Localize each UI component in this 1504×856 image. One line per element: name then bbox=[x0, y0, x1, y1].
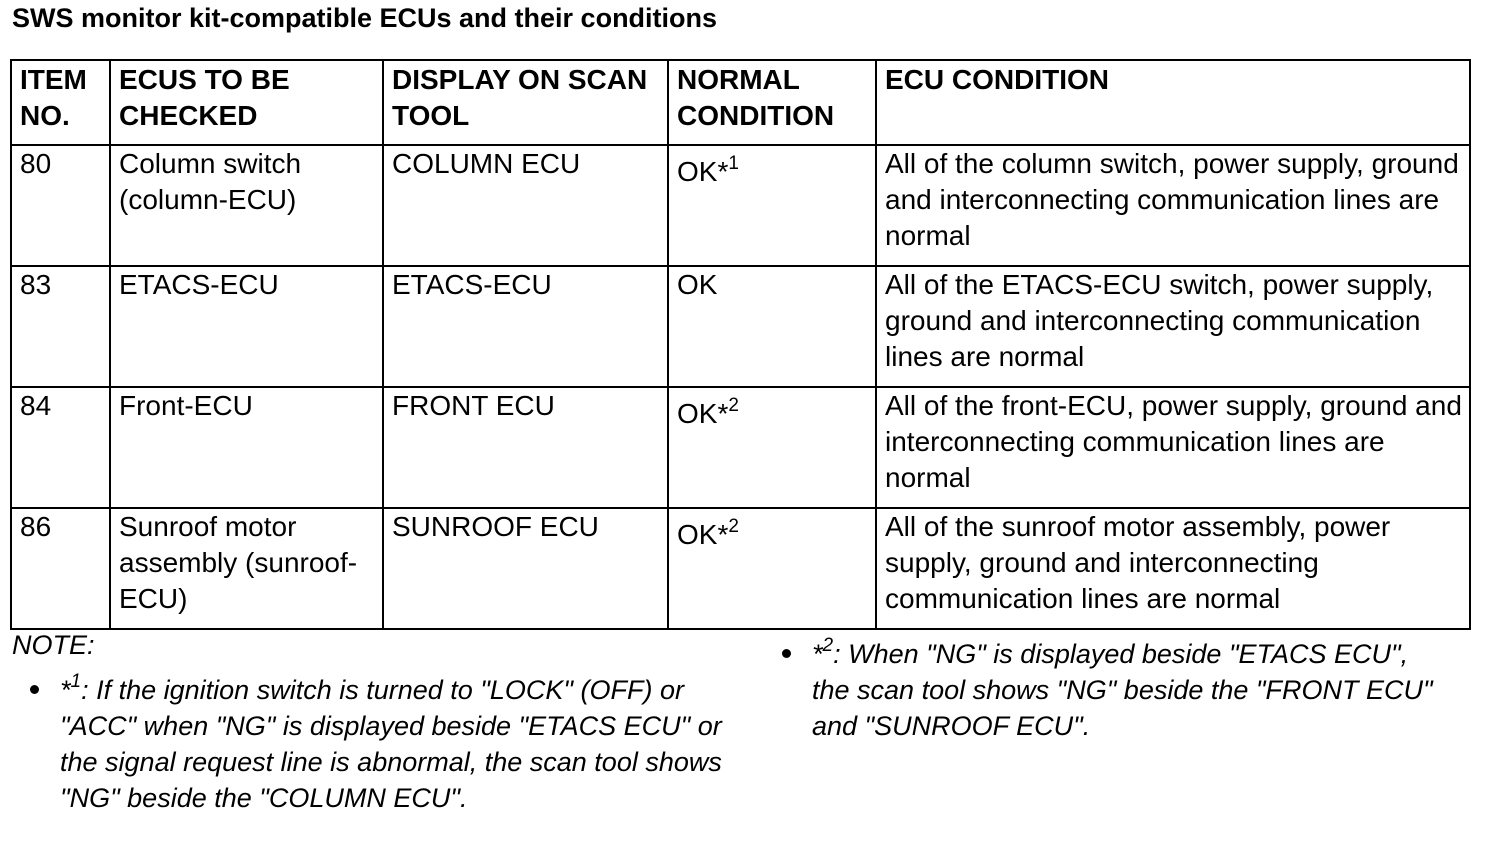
cell-item-no: 83 bbox=[11, 266, 110, 387]
cell-display: COLUMN ECU bbox=[383, 145, 668, 266]
cell-ecu-condition: All of the front-ECU, power supply, ground and interconnecting communication lines are normal bbox=[876, 387, 1470, 508]
footnote-number: 2 bbox=[822, 635, 834, 656]
cell-normal-condition bbox=[668, 508, 876, 629]
table-row bbox=[11, 145, 1470, 266]
bullet-icon bbox=[782, 649, 791, 658]
cell-normal-condition bbox=[668, 145, 876, 266]
table-row bbox=[11, 266, 1470, 387]
document-title: SWS monitor kit-compatible ECUs and their conditions bbox=[12, 3, 718, 33]
cell-display: ETACS-ECU bbox=[383, 266, 668, 387]
cell-ecu: Sunroof motor assembly (sunroof-ECU) bbox=[110, 508, 383, 629]
normal-value: OK bbox=[677, 156, 718, 187]
footnote-marker: * bbox=[60, 675, 71, 705]
cell-ecu-condition: All of the ETACS-ECU switch, power supply, ground and interconnecting communication lines are normal bbox=[876, 266, 1470, 387]
table-row bbox=[11, 387, 1470, 508]
note-text bbox=[60, 672, 740, 816]
cell-item-no: 86 bbox=[11, 508, 110, 629]
footnote-ref: 1 bbox=[728, 153, 739, 174]
footnote-marker: * bbox=[717, 398, 729, 429]
cell-ecu: ETACS-ECU bbox=[110, 266, 383, 387]
note-label: NOTE: bbox=[12, 630, 95, 660]
note-body: : If the ignition switch is turned to "LOCK" (OFF) or "ACC" when "NG" is displayed beside "ETACS ECU" or the signal request line is abnormal, the scan tool shows "NG" beside the "COLUMN ECU". bbox=[60, 675, 722, 813]
header-ecus-to-be-checked: ECUS TO BE CHECKED bbox=[110, 60, 383, 145]
cell-display: SUNROOF ECU bbox=[383, 508, 668, 629]
footnote-ref: 2 bbox=[728, 516, 739, 537]
header-normal-condition: NORMAL CONDITION bbox=[668, 60, 876, 145]
cell-item-no: 84 bbox=[11, 387, 110, 508]
cell-ecu-condition: All of the column switch, power supply, ground and interconnecting communication lines are normal bbox=[876, 145, 1470, 266]
table-row bbox=[11, 508, 1470, 629]
normal-value: OK bbox=[677, 269, 718, 300]
footnote-number: 1 bbox=[70, 671, 82, 692]
table-header-row bbox=[11, 60, 1470, 145]
cell-display: FRONT ECU bbox=[383, 387, 668, 508]
ecu-conditions-table bbox=[10, 59, 1471, 630]
note-text bbox=[812, 636, 1452, 744]
normal-value: OK bbox=[677, 398, 718, 429]
cell-item-no: 80 bbox=[11, 145, 110, 266]
note-body: : When "NG" is displayed beside "ETACS ECU", the scan tool shows "NG" beside the "FRONT ECU" and "SUNROOF ECU". bbox=[812, 639, 1433, 741]
bullet-icon bbox=[30, 685, 39, 694]
footnote-ref: 2 bbox=[728, 395, 739, 416]
cell-ecu: Column switch (column-ECU) bbox=[110, 145, 383, 266]
header-display-on-scan-tool: DISPLAY ON SCAN TOOL bbox=[383, 60, 668, 145]
header-item-no: ITEM NO. bbox=[11, 60, 110, 145]
cell-ecu: Front-ECU bbox=[110, 387, 383, 508]
cell-normal-condition bbox=[668, 266, 876, 387]
cell-ecu-condition: All of the sunroof motor assembly, power supply, ground and interconnecting communication lines are normal bbox=[876, 508, 1470, 629]
footnote-marker: * bbox=[717, 156, 729, 187]
footnote-marker: * bbox=[812, 639, 823, 669]
footnote-marker: * bbox=[717, 519, 729, 550]
cell-normal-condition bbox=[668, 387, 876, 508]
normal-value: OK bbox=[677, 519, 718, 550]
header-ecu-condition: ECU CONDITION bbox=[876, 60, 1470, 145]
